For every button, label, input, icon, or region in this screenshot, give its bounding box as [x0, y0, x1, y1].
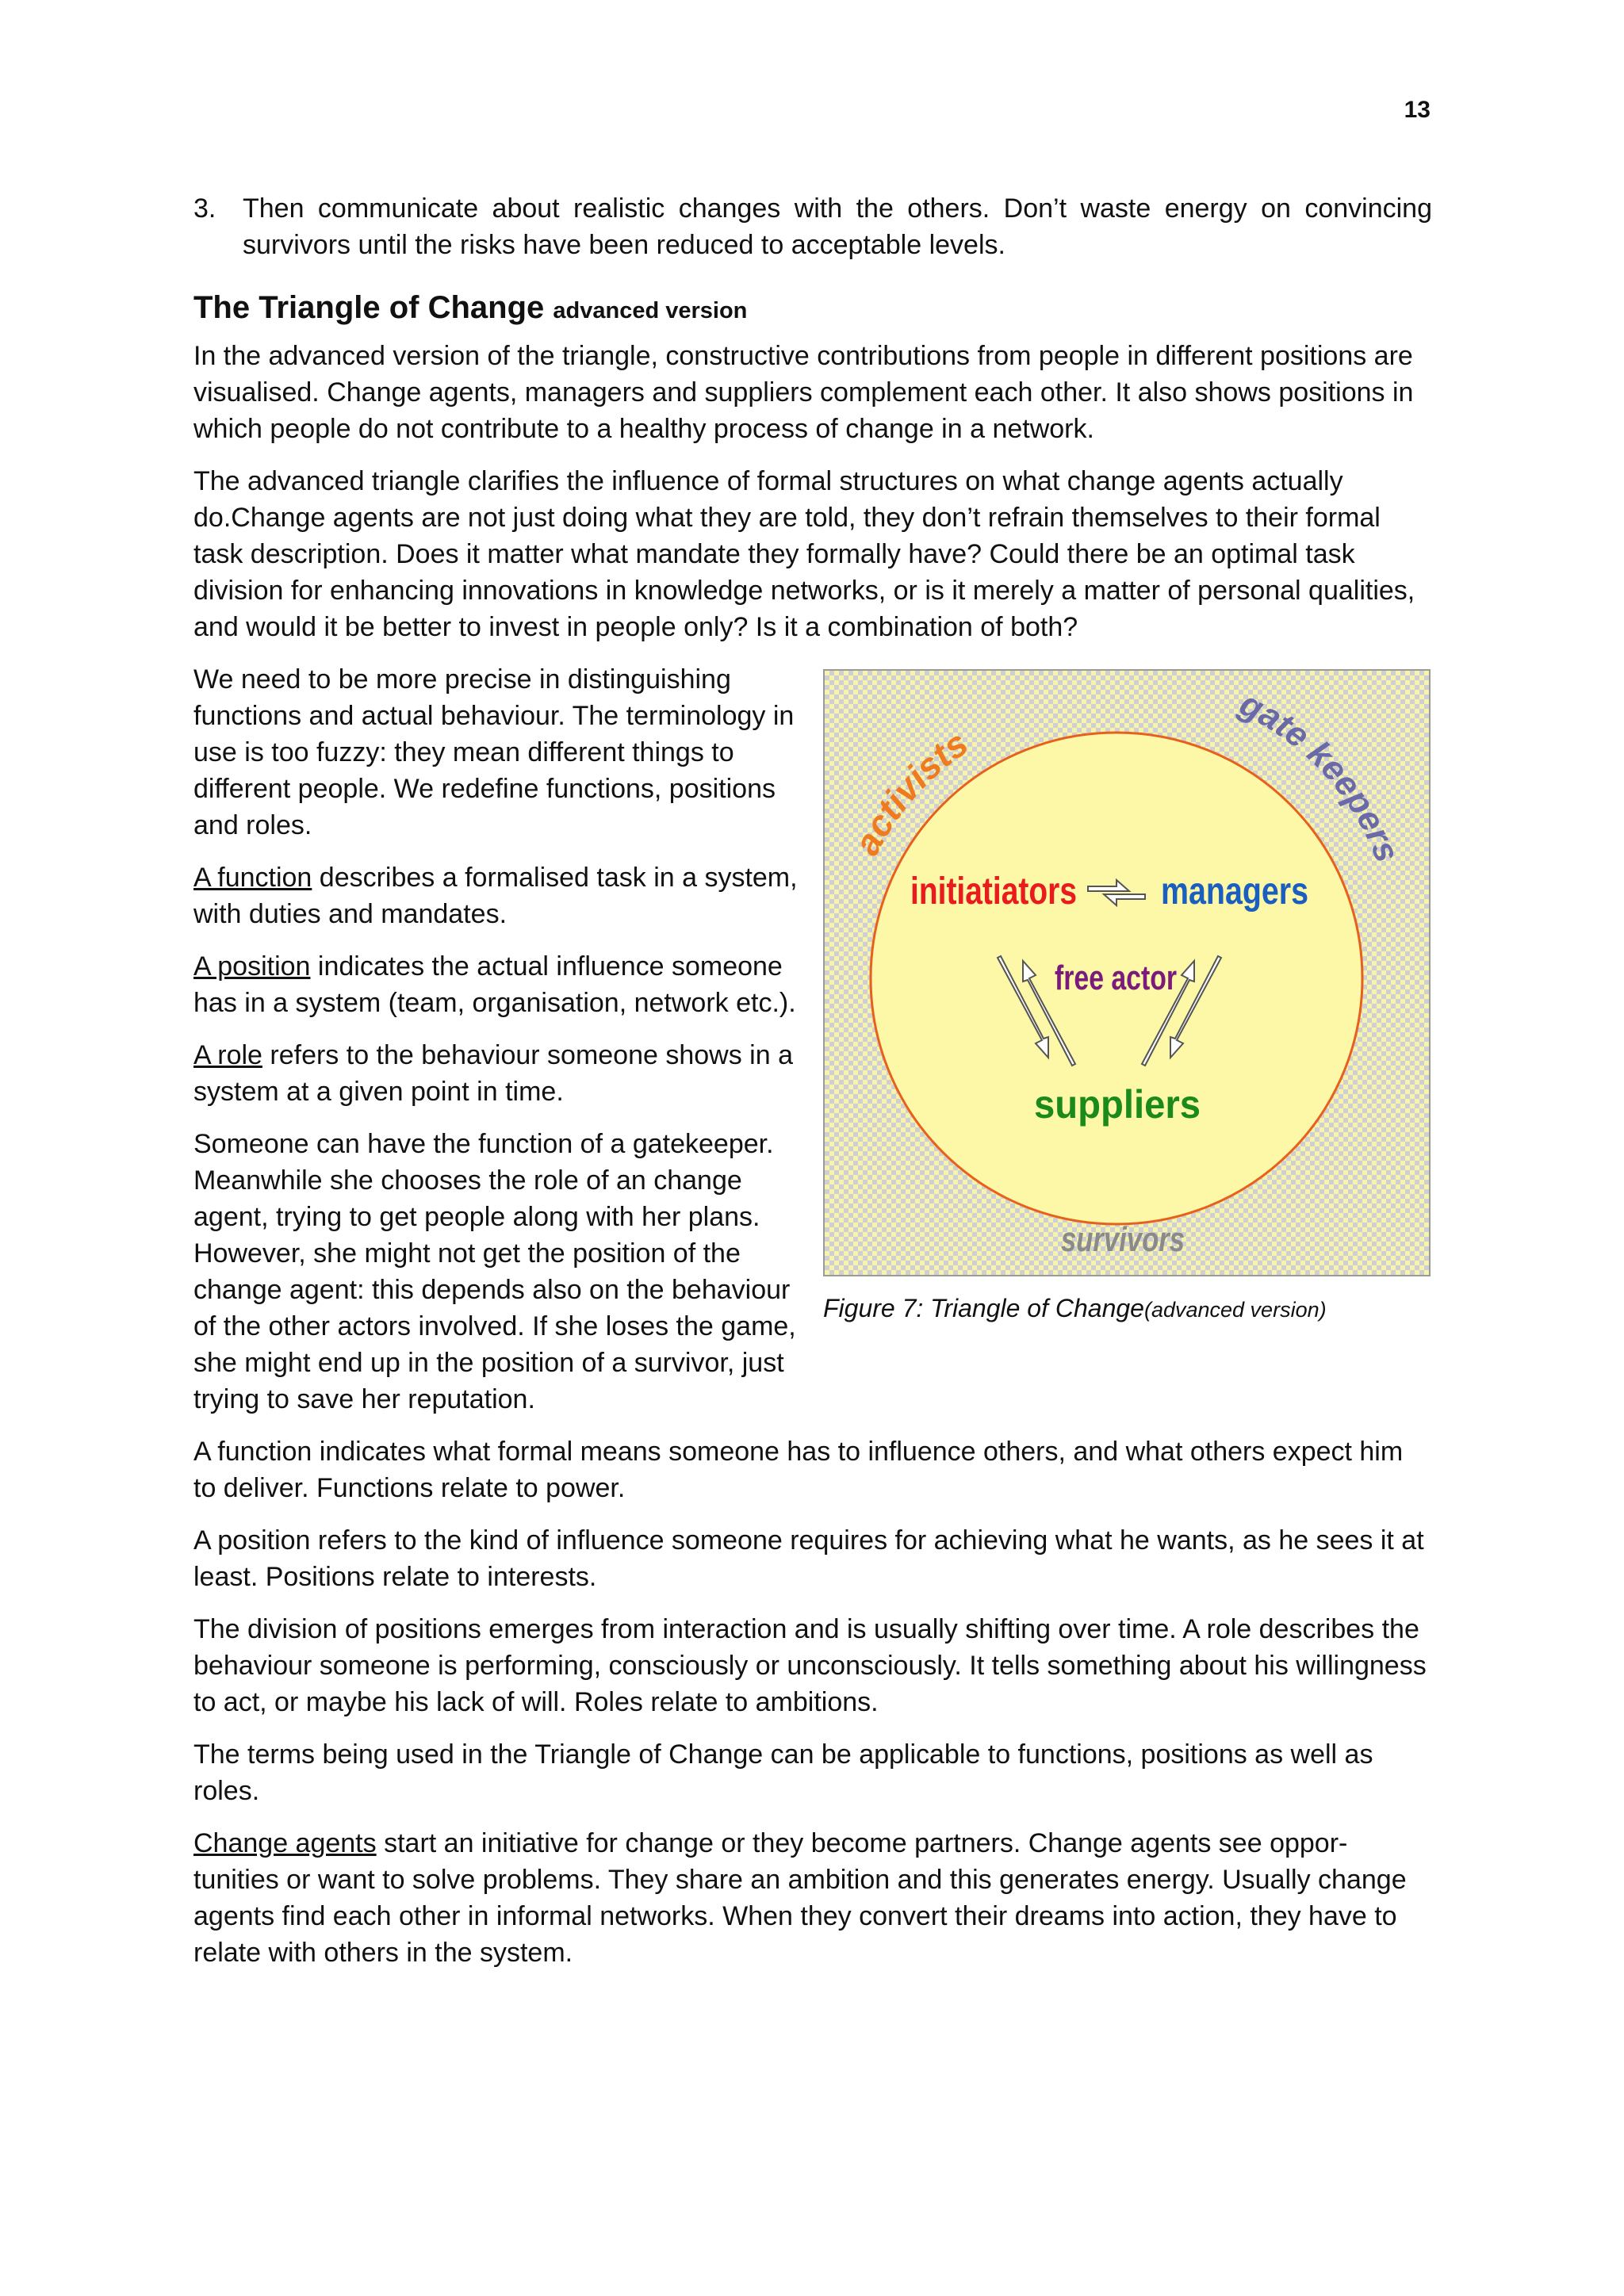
label-suppliers: suppliers	[1034, 1082, 1201, 1127]
paragraph-role-ambitions: The division of positions emerges from interaction and is usually shifting over time. A role describes the behaviour someone is performing, consciously or unconsciously. It tells something about his willingness to act, or maybe his lack of will. Roles relate to ambitions.	[193, 1614, 1427, 1717]
paragraph-intro-1: In the advanced version of the triangle, constructive contributions from people in different positions are visualised. Change agents, managers and suppliers complement each other. It also shows positions in which people do not contribute to a healthy process of change in a network.	[193, 341, 1414, 444]
triangle-of-change-diagram	[823, 669, 1431, 1276]
paragraph-function-definition	[193, 859, 804, 932]
paragraph-position-definition	[193, 948, 804, 1021]
label-free-actor: free actor	[1055, 959, 1177, 997]
paragraph-definitions-intro: We need to be more precise in distinguishing functions and actual behaviour. The terminology in use is too fuzzy: they mean different things to different people. We redefine functions, positions and roles.	[193, 664, 795, 840]
label-activists: activists	[845, 721, 975, 862]
caption-small: (advanced version)	[1143, 1298, 1327, 1322]
document-body	[193, 190, 1432, 1987]
label-survivors: survivors	[1061, 1220, 1185, 1259]
section-title: The Triangle of Change	[193, 290, 545, 325]
label-managers: managers	[1161, 871, 1308, 913]
diagram-svg	[825, 671, 1429, 1275]
role-definition-text: refers to the behaviour someone shows in a system at a given point in time.	[193, 1040, 793, 1107]
label-gate-keepers: gate keepers	[1233, 683, 1408, 868]
paragraph-intro-2: The advanced triangle clarifies the influence of formal structures on what change agents actually do.Change agents are not just doing what they are told, they don’t refrain themselves to their formal task description. Does it matter what mandate they formally have? Could there be an optimal task division for enhancing innovations in knowledge networks, or is it merely a matter of personal qualities, and would it be better to invest in people only? Is it a combination of both?	[193, 466, 1415, 642]
paragraph-terms-applicable: The terms being used in the Triangle of Change can be applicable to functions, positions as well as roles.	[193, 1739, 1373, 1806]
section-heading	[193, 285, 1432, 333]
term-role: A role	[193, 1040, 262, 1070]
list-text: Then communicate about realistic changes with the others. Don’t waste energy on convincing survivors until the risks have been reduced to acceptable levels.	[243, 193, 1432, 260]
paragraph-position-interests: A position refers to the kind of influence someone requires for achieving what he wants, as he sees it at least. Positions relate to interests.	[193, 1525, 1424, 1592]
paragraph-gatekeeper-example: Someone can have the function of a gatekeeper. Meanwhile she chooses the role of an change agent, trying to get people along with her plans. However, she might not get the position of the change agent: this depends also on the behaviour of the other actors involved. If she loses the game, she might end up in the position of a survivor, just trying to save her reputation.	[193, 1129, 796, 1414]
section-subtitle: advanced version	[553, 298, 748, 323]
position-definition-text: indicates the actual influence someone has in a system (team, organisation, network etc.).	[193, 951, 796, 1018]
label-initiators: initiatiators	[910, 871, 1077, 913]
term-function: A function	[193, 863, 312, 893]
figure-7	[823, 669, 1432, 1327]
list-number: 3.	[193, 193, 216, 224]
paragraph-change-agents	[193, 1825, 1432, 1971]
term-position: A position	[193, 951, 311, 982]
term-change-agents: Change agents	[193, 1828, 377, 1858]
function-definition-text: describes a formalised task in a system, with duties and mandates.	[193, 863, 798, 929]
paragraph-role-definition	[193, 1037, 804, 1110]
paragraph-function-power: A function indicates what formal means someone has to influence others, and what others expect him to deliver. Functions relate to power.	[193, 1437, 1404, 1503]
figure-caption	[823, 1291, 1432, 1327]
caption-main: Figure 7: Triangle of Change	[823, 1294, 1144, 1322]
left-column	[193, 661, 804, 1433]
list-item	[193, 190, 1432, 263]
page-number: 13	[1404, 97, 1431, 123]
change-agents-text: start an initiative for change or they become partners. Change agents see oppor-tunities or want to solve problems. They share an ambition and this generates energy. Usually change agents find each other in informal networks. When they convert their dreams into action, they have to relate with others in the system.	[193, 1828, 1407, 1968]
text-and-figure	[193, 661, 1432, 1433]
